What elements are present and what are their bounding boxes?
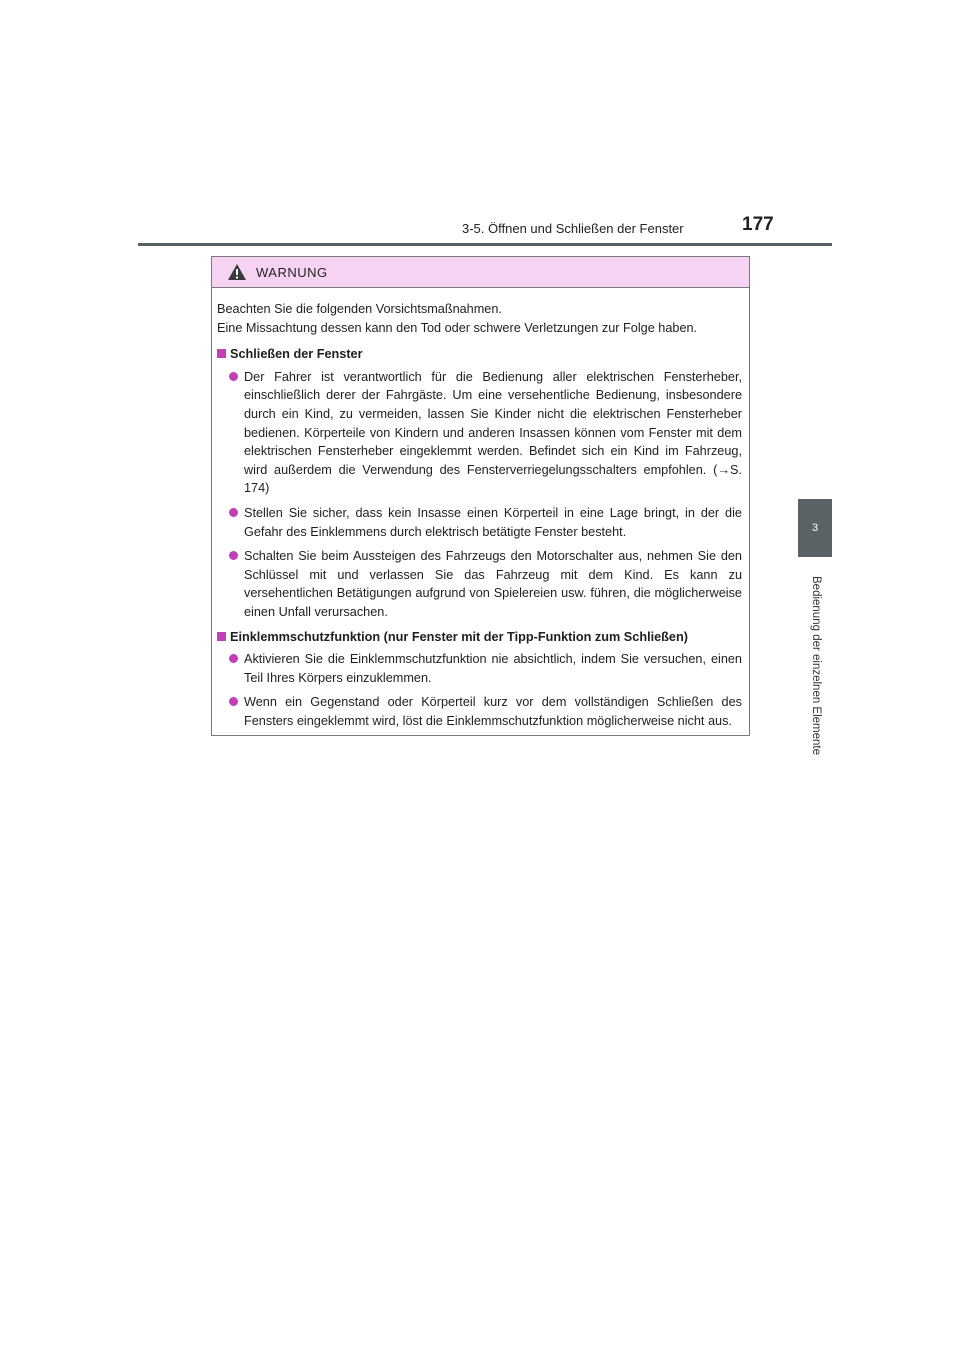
square-bullet-icon xyxy=(217,349,226,358)
dot-bullet-icon xyxy=(229,508,238,517)
section-heading-pinch-protection xyxy=(217,628,742,647)
list-item xyxy=(217,368,742,498)
list-item-text: Stellen Sie sicher, dass kein Insasse einen Körperteil in eine Lage bringt, in der die Gefahr des Einklemmens durch elektrisch betätigte Fenster besteht. xyxy=(244,505,742,539)
chapter-label: Bedienung der einzelnen Elemente xyxy=(810,575,822,756)
intro-line-2: Eine Missachtung dessen kann den Tod oder schwere Verletzungen zur Folge haben. xyxy=(217,320,698,335)
list-item xyxy=(217,504,742,541)
dot-bullet-icon xyxy=(229,654,238,663)
list-item-text: Der Fahrer ist verantwortlich für die Bedienung aller elektrischen Fensterheber, einschließlich derer der Fahrgäste. Um eine versehentliche Bedienung, insbesondere durch ein Kind, zu vermeiden, lassen Sie Kinder nicht die elektrischen Fensterheber bedienen. Körperteile von Kindern und anderen Insassen können vom Fenster mit dem elektrischen Fensterheber eingeklemmt werden. Befindet sich ein Kind im Fahrzeug, wird außerdem die Verwendung des Fensterverriegelungsschalters empfohlen. (→S. 174) xyxy=(244,369,742,496)
square-bullet-icon xyxy=(217,632,226,641)
section-heading-closing xyxy=(217,345,742,364)
warning-triangle-icon xyxy=(227,263,247,281)
list-item xyxy=(217,650,742,687)
section-heading-text: Einklemmschutzfunktion (nur Fenster mit der Tipp-Funktion zum Schließen) xyxy=(230,629,688,644)
warning-intro xyxy=(217,300,742,337)
list-item-text: Schalten Sie beim Aussteigen des Fahrzeugs den Motorschalter aus, nehmen Sie den Schlüssel mit und verlassen Sie das Fahrzeug mit dem Kind. Es kann zu versehentlichen Betätigungen aufgrund von Spielereien usw. führen, die möglicherweise einen Unfall verursachen. xyxy=(244,549,742,619)
chapter-tab xyxy=(798,499,832,557)
header-title: 3-5. Öffnen und Schließen der Fenster xyxy=(462,221,684,236)
header-rule xyxy=(138,243,832,246)
dot-bullet-icon xyxy=(229,372,238,381)
warning-box xyxy=(211,256,750,736)
list-item xyxy=(217,547,742,621)
dot-bullet-icon xyxy=(229,697,238,706)
section-heading-text: Schließen der Fenster xyxy=(230,347,363,362)
intro-line-1: Beachten Sie die folgenden Vorsichtsmaßnahmen. xyxy=(217,302,502,316)
warning-body xyxy=(212,288,749,730)
dot-bullet-icon xyxy=(229,551,238,560)
warning-title: WARNUNG xyxy=(256,264,328,280)
list-item-text: Wenn ein Gegenstand oder Körperteil kurz vor dem vollständigen Schließen des Fensters eingeklemmt wird, löst die Einklemmschutzfunktion möglicherweise nicht aus. xyxy=(244,695,742,728)
list-item xyxy=(217,693,742,730)
chapter-number: 3 xyxy=(811,522,819,534)
list-item-text: Aktivieren Sie die Einklemmschutzfunktion nie absichtlich, indem Sie versuchen, einen Teil Ihres Körpers einzuklemmen. xyxy=(244,652,742,685)
page-number: 177 xyxy=(742,214,774,235)
warning-header xyxy=(212,257,749,288)
